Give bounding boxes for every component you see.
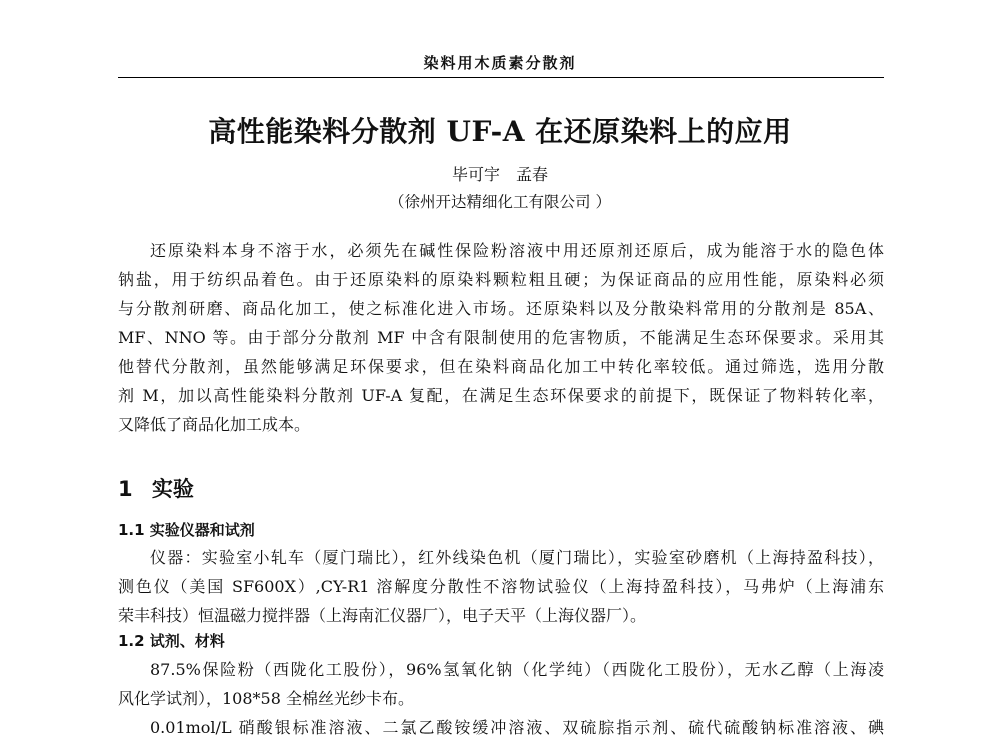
body-line: 荣丰科技）恒温磁力搅拌器（上海南汇仪器厂），电子天平（上海仪器厂）。 (118, 606, 647, 625)
running-head: 染料用木质素分散剂 (423, 54, 577, 72)
body-line: 0.01mol/L 硝酸银标准溶液、二氯乙酸铵缓冲溶液、双硫腙指示剂、硫代硫酸钠标准溶液、碘 (150, 718, 884, 737)
body-line: 仪器：实验室小轧车（厦门瑞比），红外线染色机（厦门瑞比），实验室砂磨机（上海持盈科技）， (150, 548, 884, 567)
intro-line: 钠盐，用于纺织品着色。由于还原染料的原染料颗粒粗且硬；为保证商品的应用性能，原染料必须 (118, 270, 884, 289)
intro-line: MF、NNO 等。由于部分分散剂 MF 中含有限制使用的危害物质，不能满足生态环保要求。采用其 (118, 328, 884, 347)
instruments-paragraph (118, 543, 884, 630)
intro-line: 与分散剂研磨、商品化加工，使之标准化进入市场。还原染料以及分散染料常用的分散剂是 85A、 (118, 299, 884, 318)
intro-line: 剂 M，加以高性能染料分散剂 UF-A 复配，在满足生态环保要求的前提下，既保证了物料转化率， (118, 386, 884, 405)
affiliation: （徐州开达精细化工有限公司 ） (389, 193, 611, 211)
intro-line: 他替代分散剂，虽然能够满足环保要求，但在染料商品化加工中转化率较低。通过筛选，选用分散 (118, 357, 884, 376)
intro-paragraph (118, 236, 884, 439)
authors: 毕可宇 孟春 (451, 165, 548, 184)
section-heading: 1 实验 (118, 477, 194, 501)
body-line: 风化学试剂），108*58 全棉丝光纱卡布。 (118, 689, 414, 708)
intro-line: 还原染料本身不溶于水，必须先在碱性保险粉溶液中用还原剂还原后，成为能溶于水的隐色体 (150, 241, 884, 260)
subsection-heading: 1.1 实验仪器和试剂 (118, 521, 255, 539)
subsection-heading: 1.2 试剂、材料 (118, 632, 225, 650)
paper-title: 高性能染料分散剂 UF-A 在还原染料上的应用 (208, 115, 792, 148)
body-line: 87.5%保险粉（西陇化工股份），96%氢氧化钠（化学纯）（西陇化工股份），无水乙醇（上海凌 (150, 660, 884, 679)
materials-paragraph (118, 655, 884, 742)
intro-line: 又降低了商品化加工成本。 (118, 415, 311, 434)
body-line: 测色仪（美国 SF600X）,CY-R1 溶解度分散性不溶物试验仪（上海持盈科技），马弗炉（上海浦东 (118, 577, 884, 596)
header-rule (118, 77, 884, 78)
